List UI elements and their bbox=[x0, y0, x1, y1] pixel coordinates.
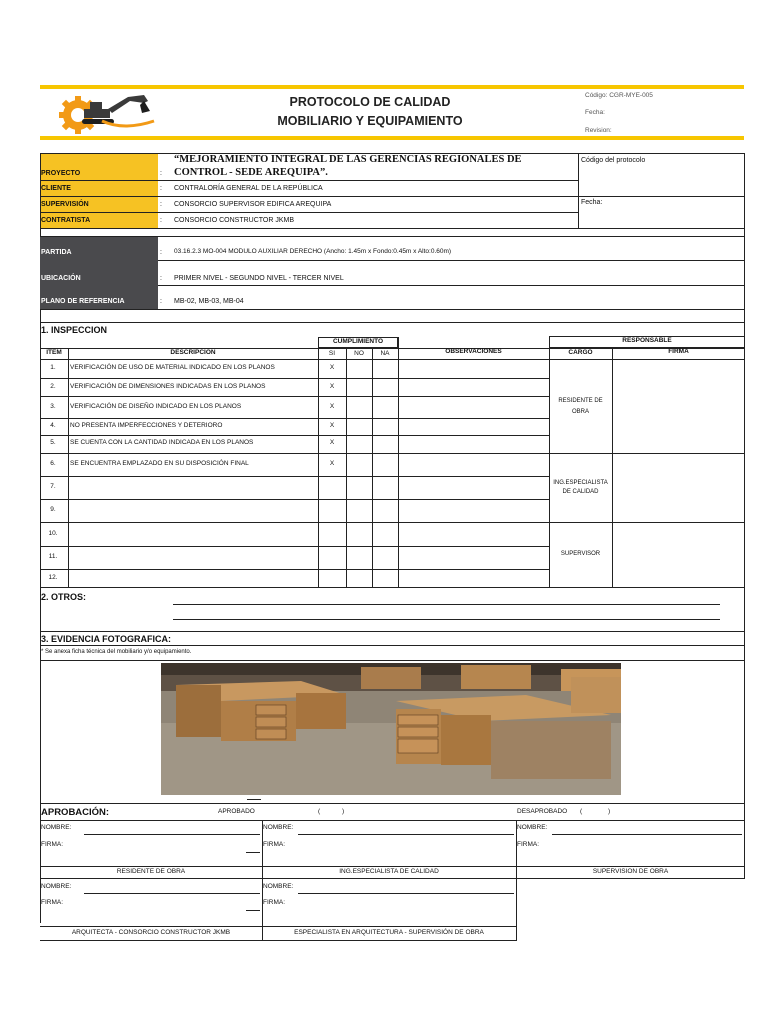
cargo-residente-l2: OBRA bbox=[571, 409, 589, 415]
partida-label: PARTIDA bbox=[41, 249, 72, 256]
item-description: VERIFICACIÓN DE DIMENSIONES INDICADAS EN LOS PLANOS bbox=[70, 383, 266, 390]
responsable-header: RESPONSABLE bbox=[622, 337, 672, 344]
col-na: NA bbox=[380, 350, 390, 357]
desaprobado-label[interactable]: DESAPROBADO bbox=[517, 808, 568, 815]
firma-label: FIRMA: bbox=[263, 899, 286, 906]
item-number: 7. bbox=[50, 483, 56, 490]
col-cargo: CARGO bbox=[568, 349, 593, 356]
col-obs: OBSERVACIONES bbox=[445, 348, 502, 355]
item-number: 1. bbox=[50, 364, 56, 371]
colon: : bbox=[160, 170, 162, 177]
cargo-calidad-l1: ING.ESPECIALISTA bbox=[553, 480, 608, 486]
aprobado-paren-open: ( bbox=[318, 808, 321, 815]
cargo-calidad-l2: DE CALIDAD bbox=[562, 489, 599, 495]
doc-code: Código: CGR-MYE-005 bbox=[585, 92, 653, 99]
nombre-label: NOMBRE: bbox=[41, 824, 72, 831]
header-top-rule bbox=[40, 85, 744, 89]
col-no: NO bbox=[354, 350, 364, 357]
nombre-label: NOMBRE: bbox=[517, 824, 548, 831]
sig-residente: RESIDENTE DE OBRA bbox=[116, 868, 186, 875]
item-si-mark[interactable]: X bbox=[329, 422, 335, 429]
item-si-mark[interactable]: X bbox=[329, 383, 335, 390]
proyecto-value-line1: “MEJORAMIENTO INTEGRAL DE LAS GERENCIAS REGIONALES DE bbox=[174, 154, 522, 165]
item-description: SE CUENTA CON LA CANTIDAD INDICADA EN LOS PLANOS bbox=[70, 439, 254, 446]
fecha-label: Fecha: bbox=[581, 199, 603, 206]
contratista-label: CONTRATISTA bbox=[41, 217, 91, 224]
firma-label: FIRMA: bbox=[517, 841, 540, 848]
evidencia-note: * Se anexa ficha técnica del mobiliario y/o equipamiento. bbox=[41, 649, 192, 655]
item-si-mark[interactable]: X bbox=[329, 403, 335, 410]
office-furniture-photo bbox=[161, 663, 621, 795]
item-number: 2. bbox=[50, 383, 56, 390]
plano-label: PLANO DE REFERENCIA bbox=[41, 298, 125, 305]
sig-calidad: ING.ESPECIALISTA DE CALIDAD bbox=[339, 868, 439, 875]
excavator-gear-icon bbox=[44, 91, 156, 135]
supervision-value: CONSORCIO SUPERVISOR EDIFICA AREQUIPA bbox=[174, 201, 332, 208]
col-desc: DESCRIPCION bbox=[170, 349, 216, 356]
item-number: 4. bbox=[50, 422, 56, 429]
contratista-value: CONSORCIO CONSTRUCTOR JKMB bbox=[174, 217, 295, 224]
colon: : bbox=[160, 275, 162, 282]
item-number: 3. bbox=[50, 403, 56, 410]
evidencia-title: 3. EVIDENCIA FOTOGRAFICA: bbox=[41, 634, 172, 644]
item-si-mark[interactable]: X bbox=[329, 364, 335, 371]
item-number: 9. bbox=[50, 506, 56, 513]
item-number: 5. bbox=[50, 439, 56, 446]
partida-value: 03.16.2.3 MO-004 MODULO AUXILIAR DERECHO (Ancho: 1.45m x Fondo:0.45m x Alto:0.60m) bbox=[174, 248, 452, 255]
doc-title-line1: PROTOCOLO DE CALIDAD bbox=[289, 95, 451, 109]
cliente-value: CONTRALORÍA GENERAL DE LA REPÚBLICA bbox=[174, 185, 323, 192]
supervision-label: SUPERVISIÓN bbox=[41, 201, 89, 208]
inspeccion-title: 1. INSPECCION bbox=[41, 325, 108, 335]
doc-date: Fecha: bbox=[585, 109, 605, 116]
nombre-label: NOMBRE: bbox=[263, 883, 294, 890]
sig-arquitecta: ARQUITECTA - CONSORCIO CONSTRUCTOR JKMB bbox=[71, 929, 231, 936]
header-bottom-rule bbox=[40, 136, 744, 140]
aprobacion-title: APROBACIÓN: bbox=[41, 807, 110, 818]
proyecto-value-line2: CONTROL - SEDE AREQUIPA”. bbox=[174, 167, 328, 178]
item-number: 10. bbox=[48, 530, 58, 537]
item-si-mark[interactable]: X bbox=[329, 460, 335, 467]
colon: : bbox=[160, 185, 162, 192]
otros-title: 2. OTROS: bbox=[41, 592, 87, 602]
item-si-mark[interactable]: X bbox=[329, 439, 335, 446]
col-firma: FIRMA bbox=[668, 348, 689, 355]
sig-supervision: SUPERVISION DE OBRA bbox=[592, 868, 669, 875]
item-description: NO PRESENTA IMPERFECCIONES Y DETERIORO bbox=[70, 422, 223, 429]
item-description: VERIFICACIÓN DE USO DE MATERIAL INDICADO EN LOS PLANOS bbox=[70, 364, 275, 371]
colon: : bbox=[160, 249, 162, 256]
cliente-label: CLIENTE bbox=[41, 185, 71, 192]
proyecto-label: PROYECTO bbox=[41, 170, 81, 177]
firma-label: FIRMA: bbox=[41, 841, 64, 848]
ubicacion-label: UBICACIÓN bbox=[41, 275, 81, 282]
nombre-label: NOMBRE: bbox=[263, 824, 294, 831]
colon: : bbox=[160, 217, 162, 224]
col-si: SI bbox=[328, 350, 336, 357]
colon: : bbox=[160, 298, 162, 305]
item-description: SE ENCUENTRA EMPLAZADO EN SU DISPOSICIÓN FINAL bbox=[70, 460, 249, 467]
firma-label: FIRMA: bbox=[263, 841, 286, 848]
cumplimiento-header: CUMPLIMIENTO bbox=[332, 338, 384, 345]
firma-label: FIRMA: bbox=[41, 899, 64, 906]
colon: : bbox=[160, 201, 162, 208]
codigo-protocolo-label: Código del protocolo bbox=[581, 157, 646, 164]
sig-especialista-arq: ESPECIALISTA EN ARQUITECTURA - SUPERVISIÓN DE OBRA bbox=[294, 929, 484, 936]
item-number: 6. bbox=[50, 460, 56, 467]
item-number: 12. bbox=[48, 574, 58, 581]
plano-value: MB-02, MB-03, MB-04 bbox=[174, 298, 244, 305]
desaprobado-paren-close: ) bbox=[608, 808, 611, 815]
cargo-residente-l1: RESIDENTE DE bbox=[558, 398, 603, 404]
aprobado-label[interactable]: APROBADO bbox=[218, 808, 255, 815]
nombre-label: NOMBRE: bbox=[41, 883, 72, 890]
aprobado-paren-close: ) bbox=[342, 808, 345, 815]
cargo-supervisor: SUPERVISOR bbox=[560, 551, 601, 557]
doc-title-line2: MOBILIARIO Y EQUIPAMIENTO bbox=[277, 114, 463, 128]
item-number: 11. bbox=[48, 553, 58, 560]
doc-revision: Revision: bbox=[585, 127, 612, 134]
desaprobado-paren-open: ( bbox=[580, 808, 583, 815]
ubicacion-value: PRIMER NIVEL - SEGUNDO NIVEL - TERCER NIVEL bbox=[174, 275, 344, 282]
col-item: ITEM bbox=[46, 349, 62, 356]
item-description: VERIFICACIÓN DE DISEÑO INDICADO EN LOS PLANOS bbox=[70, 403, 242, 410]
